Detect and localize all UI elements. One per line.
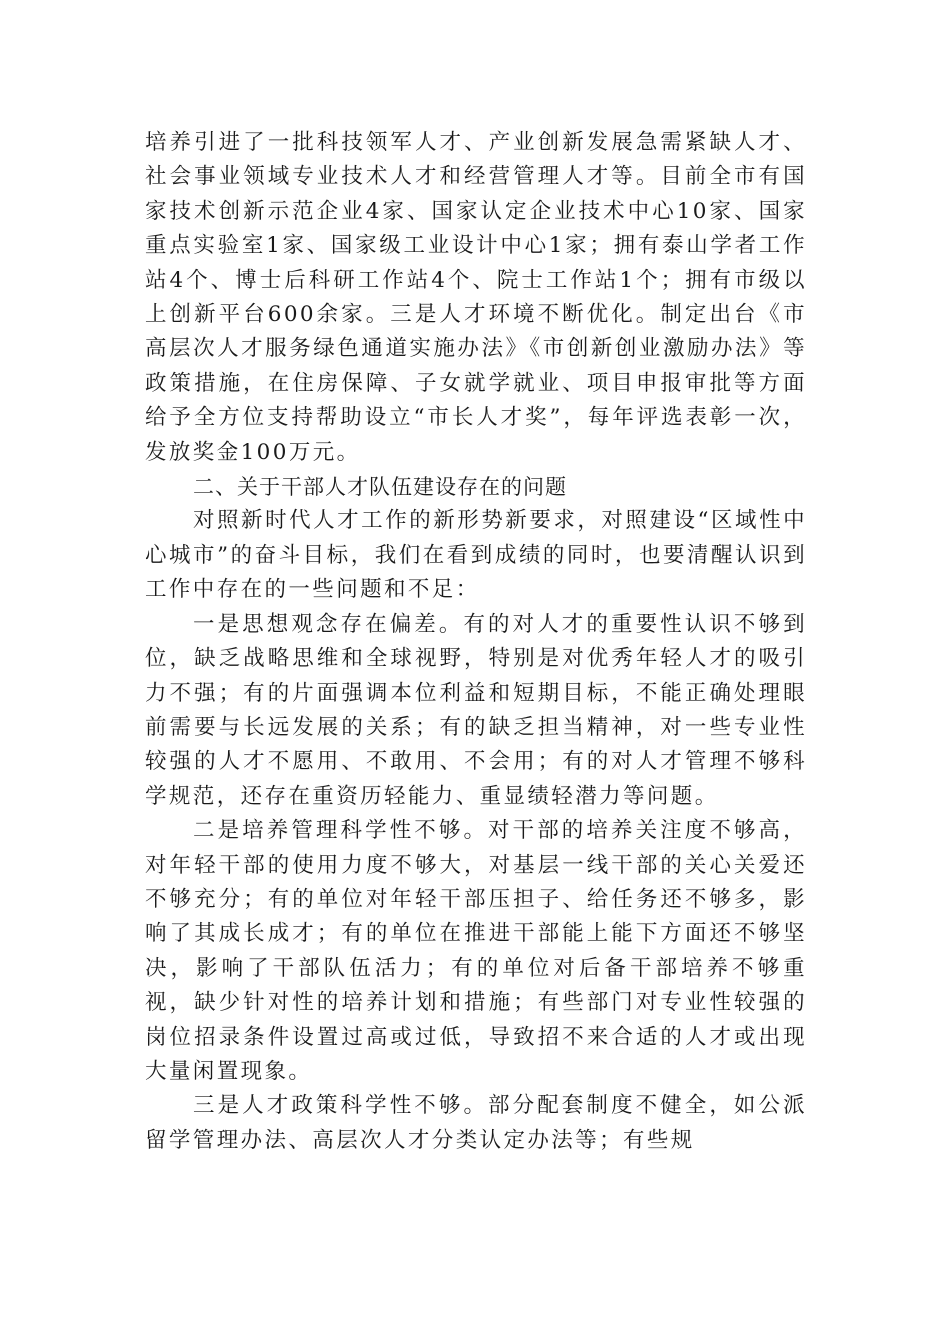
paragraph-problem-thinking: 一是思想观念存在偏差。有的对人才的重要性认识不够到位，缺乏战略思维和全球视野，特别是对优秀年轻人才的吸引力不强；有的片面强调本位利益和短期目标，不能正确处理眼前需要与长远发展的关系；有的缺乏担当精神，对一些专业性较强的人才不愿用、不敢用、不会用；有的对人才管理不够科学规范，还存在重资历轻能力、重显绩轻潜力等问题。 [145,611,807,809]
document-page [145,126,807,1158]
paragraph-achievements-continued: 培养引进了一批科技领军人才、产业创新发展急需紧缺人才、社会事业领域专业技术人才和经营管理人才等。目前全市有国家技术创新示范企业4家、国家认定企业技术中心10家、国家重点实验室1家、国家级工业设计中心1家；拥有泰山学者工作站4个、博士后科研工作站4个、院士工作站1个；拥有市级以上创新平台600余家。三是人才环境不断优化。制定出台《市高层次人才服务绿色通道实施办法》《市创新创业激励办法》等政策措施，在住房保障、子女就学就业、项目申报审批等方面给予全方位支持帮助设立“市长人才奖”，每年评选表彰一次，发放奖金100万元。 [145,130,807,465]
paragraph-problem-policy: 三是人才政策科学性不够。部分配套制度不健全，如公派留学管理办法、高层次人才分类认定办法等；有些规 [145,1093,807,1153]
paragraph-problem-cultivation: 二是培养管理科学性不够。对干部的培养关注度不够高，对年轻干部的使用力度不够大，对基层一线干部的关心关爱还不够充分；有的单位对年轻干部压担子、给任务还不够多，影响了其成长成才；有的单位在推进干部能上能下方面还不够坚决，影响了干部队伍活力；有的单位对后备干部培养不够重视，缺少针对性的培养计划和措施；有些部门对专业性较强的岗位招录条件设置过高或过低，导致招不来合适的人才或出现大量闲置现象。 [145,818,807,1084]
paragraph-problems-intro: 对照新时代人才工作的新形势新要求，对照建设“区域性中心城市”的奋斗目标，我们在看到成绩的同时，也要清醒认识到工作中存在的一些问题和不足： [145,508,807,603]
section-heading-problems: 二、关于干部人才队伍建设存在的问题 [193,475,567,500]
